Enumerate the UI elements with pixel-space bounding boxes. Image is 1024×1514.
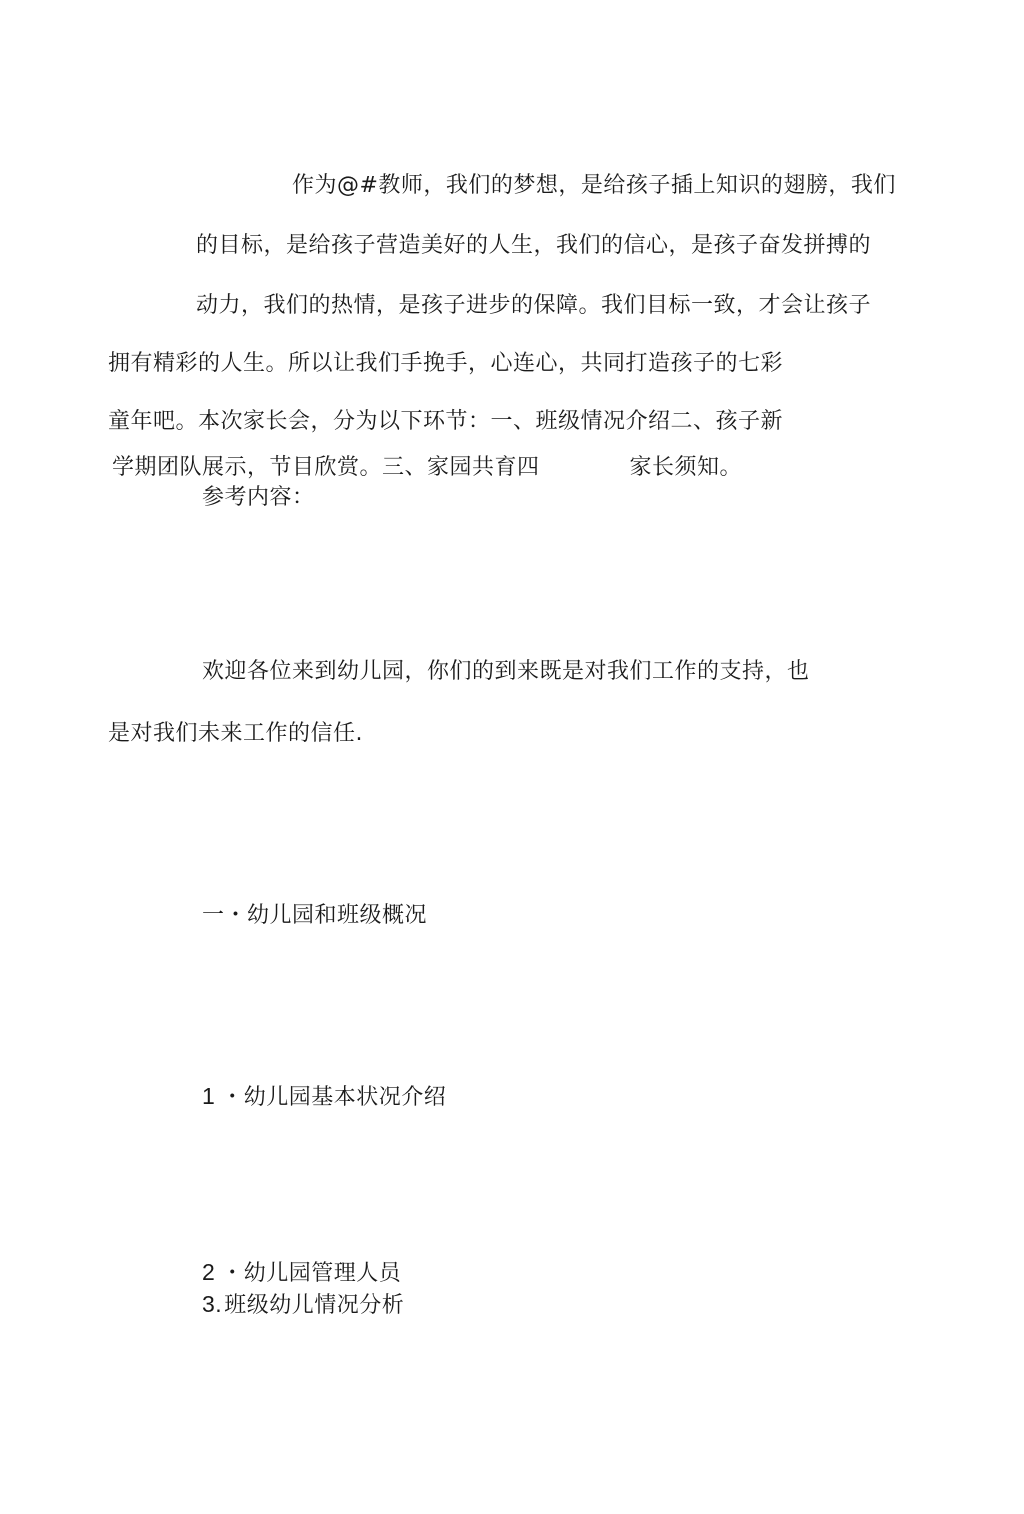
list-item-1-number: 1 [202, 1083, 216, 1109]
section-heading-1: 一・幼儿园和班级概况 [202, 903, 428, 928]
intro-line-2: 的目标，是给孩子营造美好的人生，我们的信心，是孩子奋发拼搏的 [196, 233, 872, 258]
list-item-3-number: 3. [202, 1291, 223, 1317]
intro-line-3: 动力，我们的热情，是孩子进步的保障。我们目标一致，才会让孩子 [196, 293, 872, 318]
list-item-1-text: ・幼儿园基本状况介绍 [221, 1085, 447, 1110]
intro-line-1: 作为@#教师，我们的梦想，是给孩子插上知识的翅膀，我们 [292, 173, 896, 198]
intro-line-4: 拥有精彩的人生。所以让我们手挽手，心连心，共同打造孩子的七彩 [108, 351, 784, 376]
list-item-2-number: 2 [202, 1259, 216, 1285]
list-item-3 [202, 1290, 404, 1320]
welcome-line-1: 欢迎各位来到幼儿园，你们的到来既是对我们工作的支持，也 [202, 659, 810, 684]
intro-line-6 [112, 454, 742, 482]
list-item-2-text: ・幼儿园管理人员 [221, 1261, 402, 1286]
intro-line-6-part-a: 学期团队展示，节目欣赏。三、家园共育四 [112, 455, 540, 480]
intro-line-6-part-b: 家长须知。 [629, 455, 743, 480]
welcome-line-2: 是对我们未来工作的信任. [108, 721, 363, 746]
list-item-3-text: 班级幼儿情况分析 [224, 1293, 405, 1318]
list-item-2 [202, 1258, 401, 1288]
reference-label: 参考内容： [202, 485, 315, 510]
list-item-1 [202, 1082, 446, 1112]
intro-line-5: 童年吧。本次家长会，分为以下环节：一、班级情况介绍二、孩子新 [108, 409, 784, 434]
